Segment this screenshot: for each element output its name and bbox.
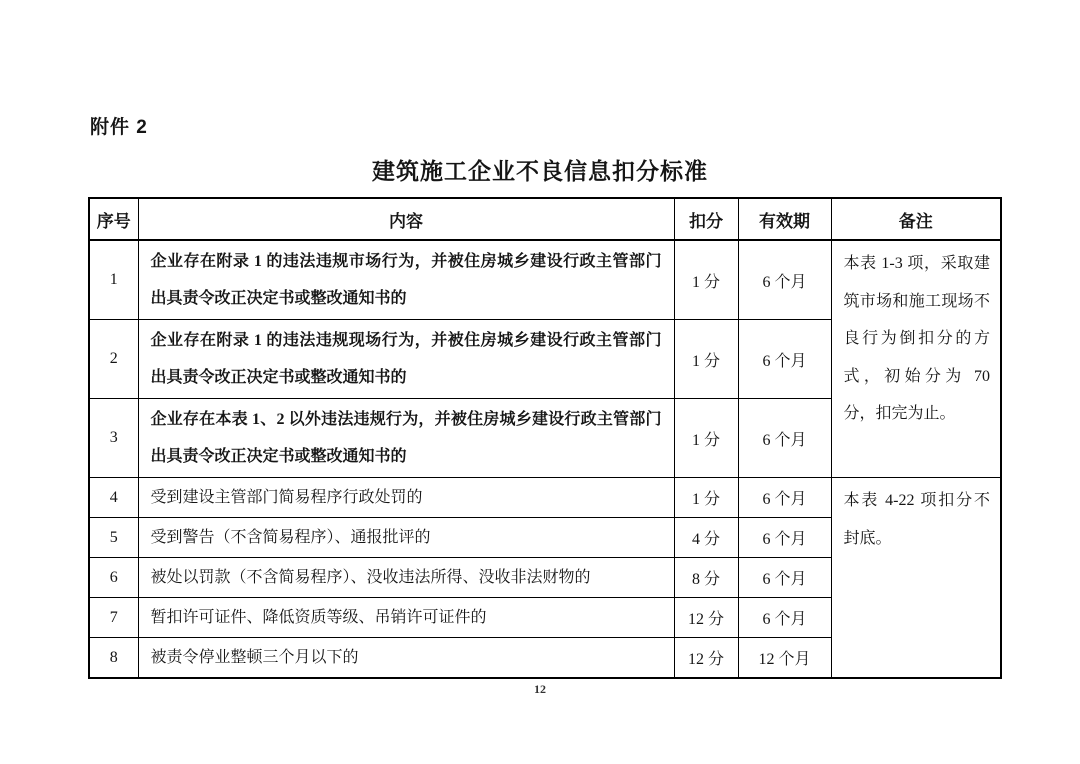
cell-deduction: 1 分 xyxy=(674,320,738,399)
cell-deduction: 1 分 xyxy=(674,399,738,478)
cell-no: 6 xyxy=(89,558,138,598)
cell-validity: 6 个月 xyxy=(738,399,831,478)
cell-validity: 6 个月 xyxy=(738,478,831,518)
cell-content: 企业存在附录 1 的违法违规现场行为，并被住房城乡建设行政主管部门出具责令改正决定书或整改通知书的 xyxy=(138,320,674,399)
cell-content: 受到建设主管部门简易程序行政处罚的 xyxy=(138,478,674,518)
cell-no: 5 xyxy=(89,518,138,558)
cell-no: 8 xyxy=(89,638,138,679)
header-cell-remark: 备注 xyxy=(831,198,1001,240)
cell-no: 2 xyxy=(89,320,138,399)
cell-no: 1 xyxy=(89,240,138,320)
cell-content: 企业存在附录 1 的违法违规市场行为，并被住房城乡建设行政主管部门出具责令改正决定书或整改通知书的 xyxy=(138,240,674,320)
cell-remark-group1: 本表 1-3 项，采取建筑市场和施工现场不良行为倒扣分的方式，初始分为 70 分，扣完为止。 xyxy=(831,240,1001,478)
table-header-row xyxy=(89,198,1001,240)
cell-content: 被处以罚款（不含简易程序）、没收违法所得、没收非法财物的 xyxy=(138,558,674,598)
cell-deduction: 1 分 xyxy=(674,240,738,320)
cell-no: 4 xyxy=(89,478,138,518)
cell-validity: 6 个月 xyxy=(738,598,831,638)
cell-validity: 12 个月 xyxy=(738,638,831,679)
table-row xyxy=(89,240,1001,320)
cell-remark-group2: 本表 4-22 项扣分不封底。 xyxy=(831,478,1001,679)
cell-content: 被责令停业整顿三个月以下的 xyxy=(138,638,674,679)
cell-deduction: 4 分 xyxy=(674,518,738,558)
attachment-label: 附件 2 xyxy=(90,117,148,138)
cell-validity: 6 个月 xyxy=(738,558,831,598)
cell-deduction: 8 分 xyxy=(674,558,738,598)
page-title: 建筑施工企业不良信息扣分标准 xyxy=(372,158,708,184)
header-cell-content: 内容 xyxy=(138,198,674,240)
cell-no: 3 xyxy=(89,399,138,478)
deduction-table xyxy=(88,197,1002,679)
cell-content: 受到警告（不含简易程序）、通报批评的 xyxy=(138,518,674,558)
cell-validity: 6 个月 xyxy=(738,240,831,320)
cell-deduction: 12 分 xyxy=(674,638,738,679)
cell-content: 暂扣许可证件、降低资质等级、吊销许可证件的 xyxy=(138,598,674,638)
cell-validity: 6 个月 xyxy=(738,320,831,399)
cell-content: 企业存在本表 1、2 以外违法违规行为，并被住房城乡建设行政主管部门出具责令改正决定书或整改通知书的 xyxy=(138,399,674,478)
cell-deduction: 1 分 xyxy=(674,478,738,518)
header-cell-deduction: 扣分 xyxy=(674,198,738,240)
header-cell-no: 序号 xyxy=(89,198,138,240)
cell-validity: 6 个月 xyxy=(738,518,831,558)
cell-deduction: 12 分 xyxy=(674,598,738,638)
table-row xyxy=(89,478,1001,518)
cell-no: 7 xyxy=(89,598,138,638)
page-number: 12 xyxy=(534,682,546,696)
header-cell-validity: 有效期 xyxy=(738,198,831,240)
